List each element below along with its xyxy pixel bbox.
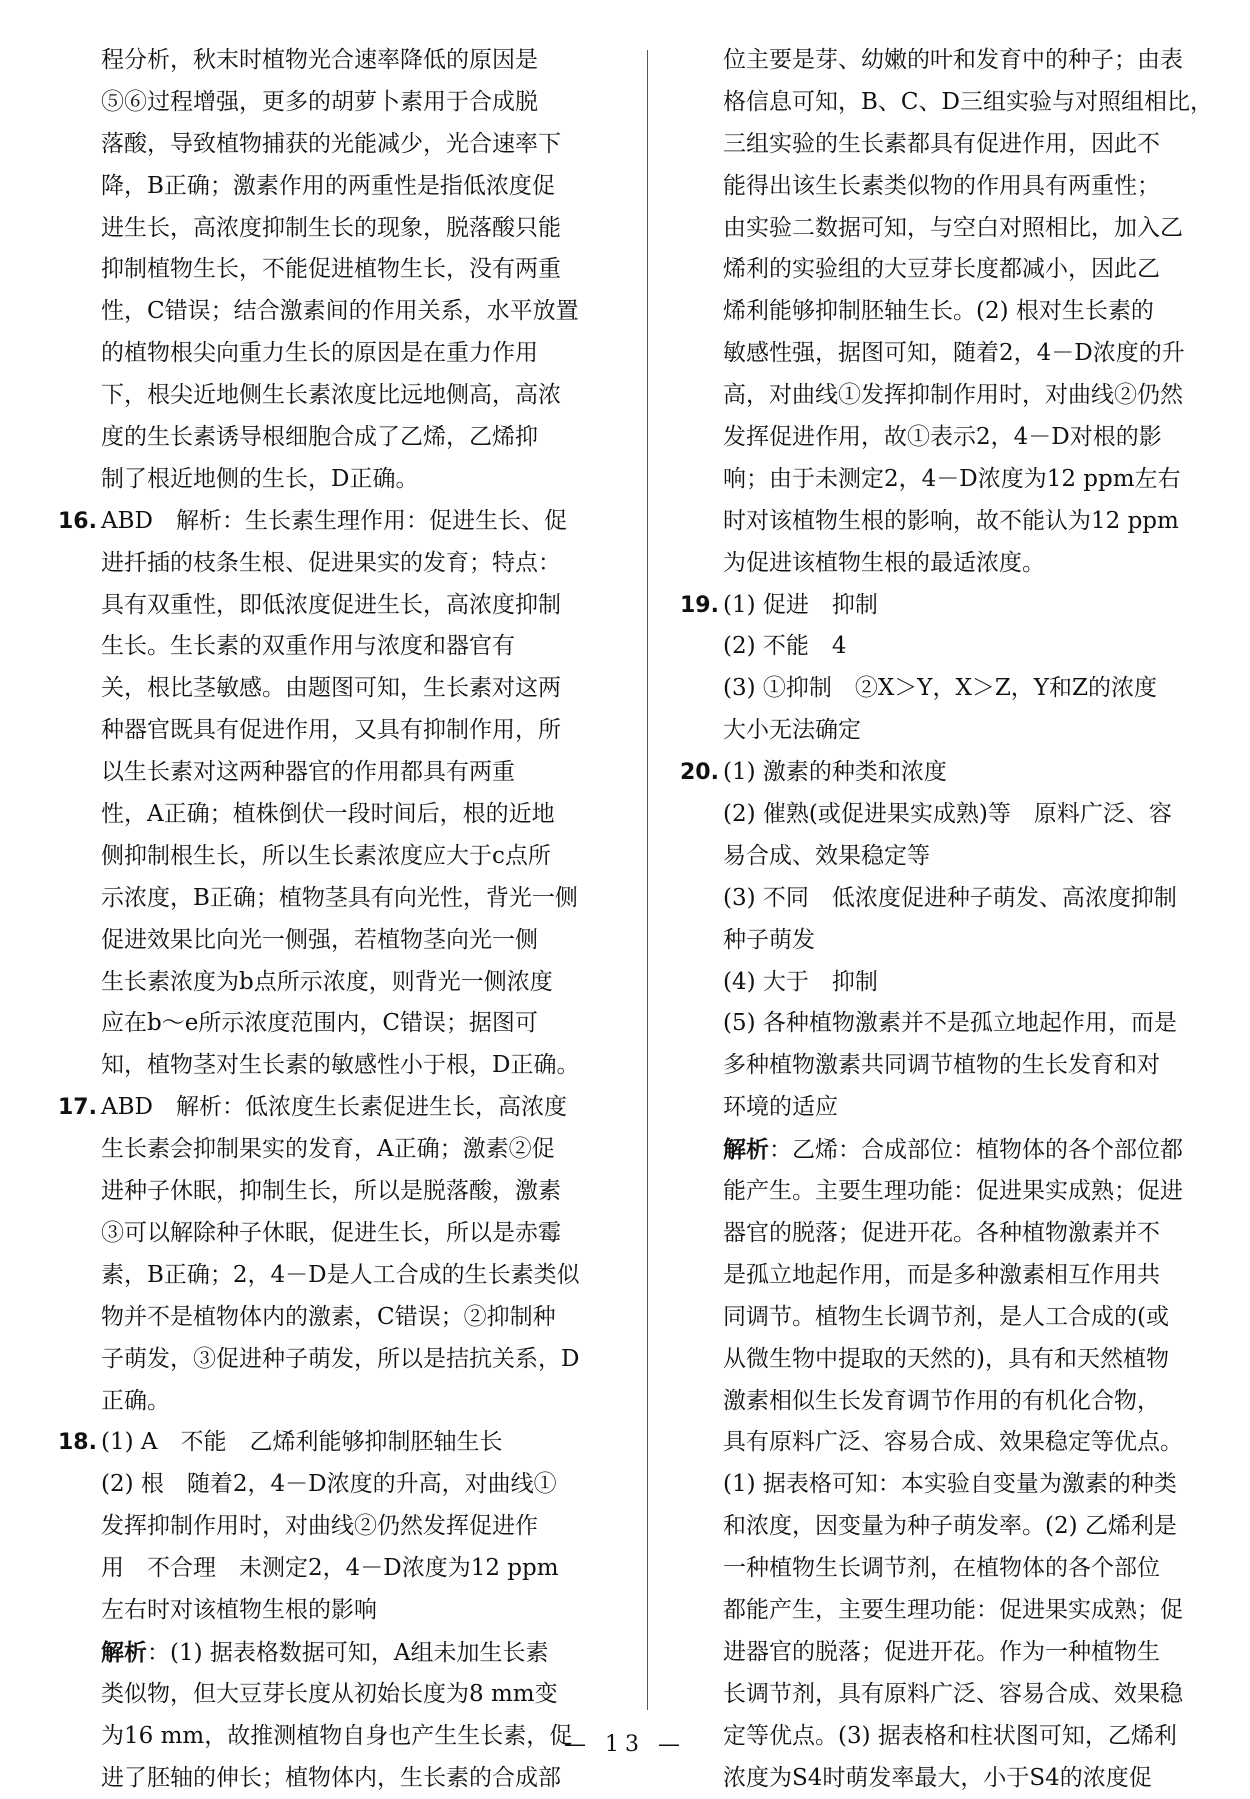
line-text: 知，植物茎对生长素的敏感性小于根，D正确。 <box>101 1052 580 1079</box>
line-text: 进种子休眠，抑制生长，所以是脱落酸，激素 <box>101 1178 561 1205</box>
question-number: 20. <box>680 760 719 786</box>
text-line <box>58 962 618 1004</box>
text-line <box>680 333 1245 375</box>
left-column <box>58 40 618 1799</box>
line-text: 发挥促进作用，故①表示2，4－D对根的影 <box>723 424 1162 451</box>
text-line <box>58 1422 618 1464</box>
text-line <box>58 920 618 962</box>
line-text: (2) 根 随着2，4－D浓度的升高，对曲线① <box>101 1471 557 1498</box>
text-line <box>680 1255 1245 1297</box>
line-text: 时对该植物生根的影响，故不能认为12 ppm <box>723 507 1179 534</box>
line-text: 三组实验的生长素都具有促进作用，因此不 <box>723 130 1160 157</box>
line-text: ：(1) 据表格数据可知，A组未加生长素 <box>147 1639 549 1666</box>
text-line <box>680 1129 1245 1171</box>
text-line <box>58 249 618 291</box>
line-text: 正确。 <box>101 1387 170 1414</box>
text-line <box>58 1548 618 1590</box>
line-text: (1) A 不能 乙烯利能够抑制胚轴生长 <box>101 1429 503 1456</box>
text-line <box>58 1758 618 1799</box>
text-line <box>680 920 1245 962</box>
question-number: 19. <box>680 592 719 618</box>
line-text: 促进效果比向光一侧强，若植物茎向光一侧 <box>101 926 538 953</box>
line-text: 一种植物生长调节剂，在植物体的各个部位 <box>723 1555 1160 1582</box>
line-text: 激素相似生长发育调节作用的有机化合物， <box>723 1387 1160 1414</box>
line-text: (1) 激素的种类和浓度 <box>723 759 947 786</box>
text-line <box>680 626 1245 668</box>
text-line <box>680 794 1245 836</box>
line-text: 生长。生长素的双重作用与浓度和器官有 <box>101 633 515 660</box>
text-line <box>58 1213 618 1255</box>
line-text: 响；由于未测定2，4－D浓度为12 ppm左右 <box>723 465 1181 492</box>
line-text: 敏感性强，据图可知，随着2，4－D浓度的升 <box>723 340 1185 367</box>
text-line <box>680 417 1245 459</box>
line-text: 程分析，秋末时植物光合速率降低的原因是 <box>101 47 538 73</box>
line-text: 和浓度，因变量为种子萌发率。(2) 乙烯利是 <box>723 1513 1177 1540</box>
line-text: 从微生物中提取的天然的)，具有和天然植物 <box>723 1345 1169 1372</box>
line-text: 多种植物激素共同调节植物的生长发育和对 <box>723 1052 1160 1079</box>
line-text: 性，C错误；结合激素间的作用关系，水平放置 <box>101 298 579 325</box>
line-text: 环境的适应 <box>723 1094 838 1121</box>
text-line <box>680 836 1245 878</box>
text-line <box>680 1632 1245 1674</box>
line-text: (3) ①抑制 ②X＞Y，X＞Z，Y和Z的浓度 <box>723 675 1157 702</box>
text-line <box>58 1632 618 1674</box>
text-line <box>58 1674 618 1716</box>
line-text: (1) 促进 抑制 <box>723 591 878 618</box>
line-text: 以生长素对这两种器官的作用都具有两重 <box>101 759 515 786</box>
line-text: (5) 各种植物激素并不是孤立地起作用，而是 <box>723 1010 1177 1037</box>
text-line <box>58 459 618 501</box>
line-text: 进器官的脱落；促进开花。作为一种植物生 <box>723 1638 1160 1665</box>
line-text: 用 不合理 未测定2，4－D浓度为12 ppm <box>101 1555 559 1582</box>
text-line <box>680 1464 1245 1506</box>
text-line <box>58 878 618 920</box>
line-text: ABD 解析：生长素生理作用：促进生长、促 <box>101 507 567 534</box>
text-line <box>680 543 1245 585</box>
text-line <box>680 40 1245 82</box>
line-text: (1) 据表格可知：本实验自变量为激素的种类 <box>723 1471 1177 1498</box>
question-number: 17. <box>58 1095 97 1121</box>
line-text: 位主要是芽、幼嫩的叶和发育中的种子；由表 <box>723 47 1183 73</box>
text-line <box>680 1003 1245 1045</box>
line-text: ：乙烯：合成部位：植物体的各个部位都 <box>769 1137 1183 1164</box>
text-line <box>58 124 618 166</box>
text-line <box>680 1171 1245 1213</box>
line-text: 具有原料广泛、容易合成、效果稳定等优点。 <box>723 1429 1183 1456</box>
text-line <box>58 1339 618 1381</box>
text-line <box>680 1548 1245 1590</box>
line-text: 能得出该生长素类似物的作用具有两重性； <box>723 172 1160 199</box>
line-text: 的植物根尖向重力生长的原因是在重力作用 <box>101 340 538 367</box>
line-text: 进生长，高浓度抑制生长的现象，脱落酸只能 <box>101 214 561 241</box>
line-text: 由实验二数据可知，与空白对照相比，加入乙 <box>723 214 1183 241</box>
line-text: 落酸，导致植物捕获的光能减少，光合速率下 <box>101 130 561 157</box>
text-line <box>680 166 1245 208</box>
page-number: — 13 — <box>564 1732 686 1757</box>
line-text: 具有双重性，即低浓度促进生长，高浓度抑制 <box>101 591 561 618</box>
line-text: (2) 不能 4 <box>723 633 847 660</box>
line-text: 度的生长素诱导根细胞合成了乙烯，乙烯抑 <box>101 424 538 451</box>
line-text: 器官的脱落；促进开花。各种植物激素并不 <box>723 1219 1160 1246</box>
text-line <box>680 1213 1245 1255</box>
line-text: 物并不是植物体内的激素，C错误；②抑制种 <box>101 1303 556 1330</box>
text-line <box>680 459 1245 501</box>
text-line <box>58 291 618 333</box>
text-line <box>58 1297 618 1339</box>
line-text: ⑤⑥过程增强，更多的胡萝卜素用于合成脱 <box>101 88 538 115</box>
text-line <box>58 1255 618 1297</box>
text-line <box>58 543 618 585</box>
text-line <box>58 82 618 124</box>
text-line <box>680 1381 1245 1423</box>
question-number: 16. <box>58 508 97 534</box>
line-text: 制了根近地侧的生长，D正确。 <box>101 465 419 492</box>
line-text: 侧抑制根生长，所以生长素浓度应大于c点所 <box>101 842 551 869</box>
line-text: ABD 解析：低浓度生长素促进生长，高浓度 <box>101 1094 567 1121</box>
text-line <box>680 1758 1245 1799</box>
line-text: 种器官既具有促进作用，又具有抑制作用，所 <box>101 717 561 744</box>
text-line <box>58 710 618 752</box>
line-text: 为促进该植物生根的最适浓度。 <box>723 549 1045 576</box>
text-line <box>680 1297 1245 1339</box>
text-line <box>58 417 618 459</box>
text-line <box>680 668 1245 710</box>
text-line <box>58 585 618 627</box>
text-line <box>58 1003 618 1045</box>
question-number: 18. <box>58 1430 97 1456</box>
text-line <box>680 249 1245 291</box>
text-line <box>680 752 1245 794</box>
line-text: 生长素浓度为b点所示浓度，则背光一侧浓度 <box>101 968 553 995</box>
text-line <box>680 878 1245 920</box>
text-line <box>58 1129 618 1171</box>
line-text: 为16 mm，故推测植物自身也产生生长素，促 <box>101 1722 573 1749</box>
text-line <box>680 291 1245 333</box>
line-text: 发挥抑制作用时，对曲线②仍然发挥促进作 <box>101 1513 538 1540</box>
text-line <box>58 752 618 794</box>
line-text: 种子萌发 <box>723 926 815 953</box>
text-line <box>680 375 1245 417</box>
text-line <box>680 124 1245 166</box>
line-text: 下，根尖近地侧生长素浓度比远地侧高，高浓 <box>101 382 561 409</box>
text-line <box>680 1506 1245 1548</box>
line-text: 定等优点。(3) 据表格和柱状图可知，乙烯利 <box>723 1722 1177 1749</box>
text-line <box>58 375 618 417</box>
line-text: 都能产生，主要生理功能：促进果实成熟；促 <box>723 1596 1183 1623</box>
text-line <box>680 585 1245 627</box>
line-text: 生长素会抑制果实的发育，A正确；激素②促 <box>101 1136 555 1163</box>
line-text: 类似物，但大豆芽长度从初始长度为8 mm变 <box>101 1680 558 1707</box>
line-text: 烯利的实验组的大豆芽长度都减小，因此乙 <box>723 256 1160 283</box>
text-line <box>680 208 1245 250</box>
text-line <box>58 333 618 375</box>
text-line <box>680 962 1245 1004</box>
text-line <box>58 1506 618 1548</box>
text-line <box>680 82 1245 124</box>
line-text: 素，B正确；2，4－D是人工合成的生长素类似 <box>101 1261 580 1288</box>
text-line <box>58 1171 618 1213</box>
text-line <box>58 668 618 710</box>
line-text: 子萌发，③促进种子萌发，所以是拮抗关系，D <box>101 1345 580 1372</box>
text-line <box>58 501 618 543</box>
line-text: 格信息可知，B、C、D三组实验与对照组相比， <box>723 88 1213 115</box>
text-line <box>58 1590 618 1632</box>
text-line <box>58 1087 618 1129</box>
line-text: 性，A正确；植株倒伏一段时间后，根的近地 <box>101 801 555 828</box>
text-line <box>58 1381 618 1423</box>
text-line <box>680 1087 1245 1129</box>
line-text: 是孤立地起作用，而是多种激素相互作用共 <box>723 1261 1160 1288</box>
text-line <box>680 1674 1245 1716</box>
text-line <box>58 166 618 208</box>
line-text: (2) 催熟(或促进果实成熟)等 原料广泛、容 <box>723 801 1172 828</box>
line-text: 应在b～e所示浓度范围内，C错误；据图可 <box>101 1010 538 1037</box>
text-line <box>58 1464 618 1506</box>
text-line <box>58 626 618 668</box>
text-line <box>58 836 618 878</box>
line-text: 烯利能够抑制胚轴生长。(2) 根对生长素的 <box>723 298 1154 325</box>
text-line <box>680 710 1245 752</box>
line-text: 示浓度，B正确；植物茎具有向光性，背光一侧 <box>101 884 578 911</box>
line-text: 易合成、效果稳定等 <box>723 842 930 869</box>
text-line <box>58 40 618 82</box>
line-text: 降，B正确；激素作用的两重性是指低浓度促 <box>101 172 555 199</box>
line-text: 能产生。主要生理功能：促进果实成熟；促进 <box>723 1178 1183 1205</box>
line-text: (4) 大于 抑制 <box>723 968 878 995</box>
line-text: 进了胚轴的伸长；植物体内，生长素的合成部 <box>101 1764 561 1791</box>
line-text: 关，根比茎敏感。由题图可知，生长素对这两 <box>101 675 561 702</box>
text-line <box>680 1590 1245 1632</box>
line-text: 抑制植物生长，不能促进植物生长，没有两重 <box>101 256 561 283</box>
analysis-label: 解析 <box>723 1136 769 1164</box>
text-line <box>680 1422 1245 1464</box>
text-line <box>58 1045 618 1087</box>
line-text: 进扦插的枝条生根、促进果实的发育；特点： <box>101 549 561 576</box>
line-text: 左右时对该植物生根的影响 <box>101 1596 377 1623</box>
analysis-label: 解析 <box>101 1638 147 1666</box>
line-text: 同调节。植物生长调节剂，是人工合成的(或 <box>723 1303 1169 1330</box>
line-text: 大小无法确定 <box>723 717 861 744</box>
text-line <box>58 794 618 836</box>
text-line <box>680 1339 1245 1381</box>
right-column <box>680 40 1245 1799</box>
text-line <box>680 501 1245 543</box>
line-text: 高，对曲线①发挥抑制作用时，对曲线②仍然 <box>723 382 1183 409</box>
line-text: 长调节剂，具有原料广泛、容易合成、效果稳 <box>723 1680 1183 1707</box>
line-text: ③可以解除种子休眠，促进生长，所以是赤霉 <box>101 1219 561 1246</box>
column-divider <box>647 50 648 1710</box>
text-line <box>58 208 618 250</box>
line-text: 浓度为S4时萌发率最大，小于S4的浓度促 <box>723 1764 1152 1791</box>
line-text: (3) 不同 低浓度促进种子萌发、高浓度抑制 <box>723 884 1177 911</box>
text-line <box>680 1045 1245 1087</box>
